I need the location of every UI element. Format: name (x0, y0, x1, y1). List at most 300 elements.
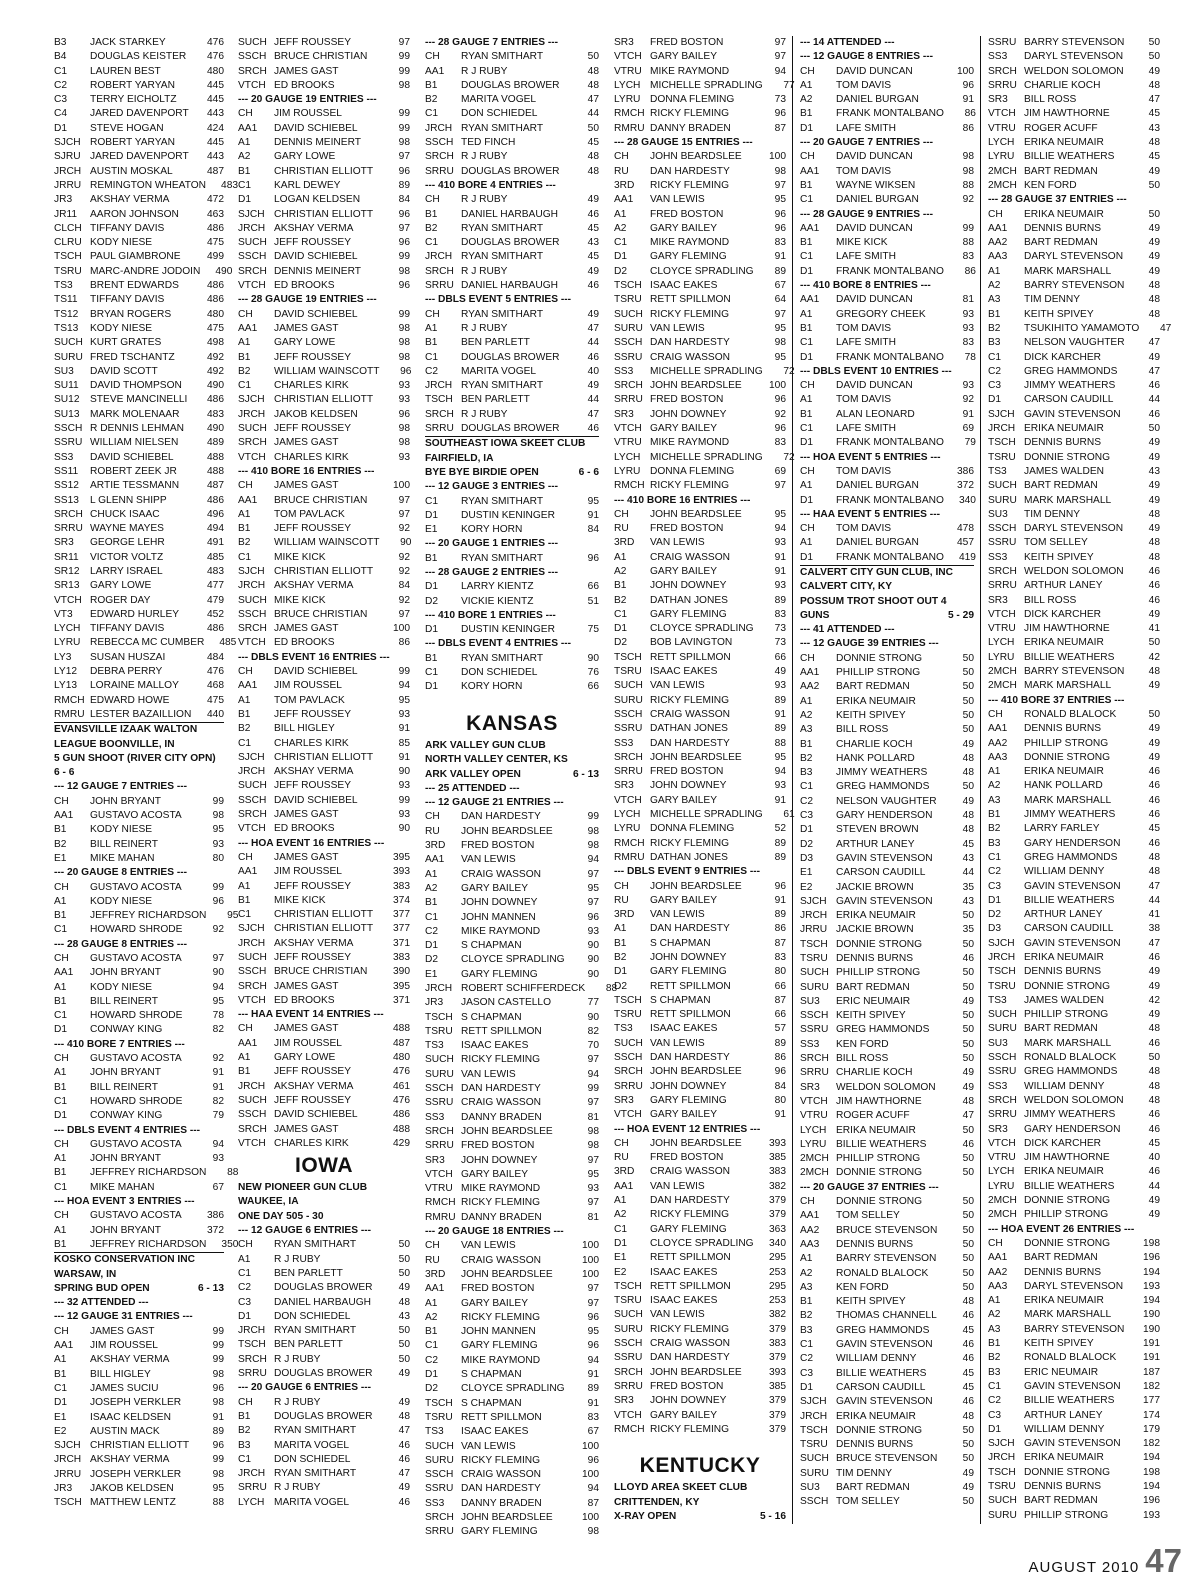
class-code: SJCH (54, 1440, 81, 1452)
score: 91 (774, 1109, 786, 1121)
section-heading (425, 179, 599, 193)
score-row (800, 1338, 974, 1352)
heading-text: --- DBLS EVENT 4 ENTRIES --- (54, 1124, 201, 1136)
class-code: TSRU (988, 1480, 1016, 1492)
score: 496 (207, 508, 224, 520)
class-code: RMCH (614, 837, 645, 849)
class-code: JRRU (800, 924, 828, 936)
class-code: D1 (54, 1024, 68, 1036)
class-code: 2MCH (988, 179, 1017, 191)
score: 486 (393, 1109, 410, 1121)
shooter-name: CRAIG WASSON (650, 1338, 730, 1350)
class-code: D3 (800, 852, 814, 864)
class-code: E1 (54, 1411, 67, 1423)
score: 472 (207, 194, 224, 206)
heading-text: SPRING BUD OPEN (54, 1282, 150, 1294)
shooter-name: CRAIG WASSON (461, 1469, 541, 1481)
score: 91 (212, 1067, 224, 1079)
score: 383 (393, 880, 410, 892)
score: 98 (212, 810, 224, 822)
class-code: TS3 (425, 1040, 444, 1052)
score-row (238, 279, 410, 293)
shooter-name: AKSHAY VERMA (90, 194, 170, 206)
shooter-name: RETT SPILLMON (650, 651, 731, 663)
score: 90 (587, 954, 599, 966)
shooter-name: BEN PARLETT (461, 337, 530, 349)
shooter-name: GARY LOWE (274, 151, 336, 163)
class-code: SJCH (238, 751, 265, 763)
score-row (614, 393, 786, 407)
shooter-name: GAVIN STEVENSON (836, 895, 933, 907)
class-code: 2MCH (800, 1167, 829, 1179)
shooter-name: KEITH SPIVEY (1024, 551, 1094, 563)
score-row (238, 636, 410, 650)
score-row (614, 779, 786, 793)
score-row (238, 365, 410, 379)
shooter-name: RYAN SMITHART (461, 251, 544, 263)
score: 94 (212, 981, 224, 993)
class-code: VTCH (988, 108, 1016, 120)
shooter-name: DARYL STEVENSON (1024, 51, 1124, 63)
class-code: TSCH (614, 280, 642, 292)
class-code: SRCH (614, 1366, 643, 1378)
shooter-name: JIM ROUSSEL (274, 1037, 342, 1049)
score: 43 (962, 895, 974, 907)
class-code: RMCH (614, 108, 645, 120)
class-code: B1 (425, 897, 438, 909)
score-row (238, 1367, 410, 1381)
shooter-name: ED BROOKS (274, 823, 335, 835)
score-row (54, 1095, 224, 1109)
class-code: VTCH (238, 994, 266, 1006)
score: 486 (207, 494, 224, 506)
class-code: C1 (800, 423, 814, 435)
shooter-name: ERIKA NEUMAIR (1024, 423, 1104, 435)
score: 96 (398, 237, 410, 249)
class-code: LYCH (800, 1124, 827, 1136)
score-row (238, 208, 410, 222)
score: 48 (962, 1296, 974, 1308)
class-code: SSRU (614, 1352, 643, 1364)
shooter-name: FRANK MONTALBANO (836, 265, 944, 277)
shooter-name: DANIEL HARBAUGH (274, 1296, 371, 1308)
class-code: SUCH (238, 423, 267, 435)
score: 49 (962, 1481, 974, 1493)
class-code: D1 (800, 551, 814, 563)
score-row (425, 208, 599, 222)
score: 93 (774, 680, 786, 692)
score: 48 (962, 1095, 974, 1107)
score-row (988, 865, 1160, 879)
shooter-name: JAMES GAST (274, 1023, 339, 1035)
class-code: C3 (800, 1367, 814, 1379)
shooter-name: DANIEL BURGAN (836, 537, 919, 549)
score-row (614, 1251, 786, 1265)
score: 66 (774, 651, 786, 663)
section-heading (54, 1282, 224, 1296)
score: 50 (962, 652, 974, 664)
shooter-name: CRAIG WASSON (650, 551, 730, 563)
shooter-name: DATHAN JONES (650, 851, 728, 863)
section-heading (238, 1381, 410, 1395)
class-code: TSRU (425, 1025, 453, 1037)
class-code: SRRU (988, 1109, 1017, 1121)
class-code: SS11 (54, 465, 79, 477)
shooter-name: GUSTAVO ACOSTA (90, 1210, 182, 1222)
shooter-name: JOHN DOWNEY (650, 780, 727, 792)
class-code: SUCH (238, 594, 267, 606)
score: 194 (1143, 1452, 1160, 1464)
score-row (54, 1339, 224, 1353)
shooter-name: WILLIAM WAINSCOTT (274, 537, 380, 549)
shooter-name: PAUL GIAMBRONE (90, 251, 181, 263)
class-code: SRCH (425, 151, 454, 163)
score: 99 (212, 1354, 224, 1366)
score-row (988, 1366, 1160, 1380)
section-heading (800, 566, 974, 580)
score-row (800, 1367, 974, 1381)
class-code: SURU (988, 1023, 1017, 1035)
shooter-name: ERIKA NEUMAIR (1024, 1452, 1104, 1464)
score: 49 (398, 1482, 410, 1494)
score: 383 (769, 1166, 786, 1178)
shooter-name: BILL ROSS (1024, 94, 1077, 106)
section-heading (54, 1268, 224, 1282)
section-heading (800, 1181, 974, 1195)
class-code: SS3 (614, 737, 634, 749)
score-row (988, 737, 1160, 751)
score-row (425, 279, 599, 293)
shooter-name: BILL HIGLEY (90, 1368, 151, 1380)
score: 46 (398, 1439, 410, 1451)
class-code: SRRU (614, 1380, 643, 1392)
shooter-name: JOHN DOWNEY (650, 408, 727, 420)
score-row (614, 551, 786, 565)
score: 49 (398, 1396, 410, 1408)
shooter-name: ED BROOKS (274, 79, 335, 91)
class-code: C3 (988, 880, 1002, 892)
class-code: SRCH (238, 1123, 267, 1135)
class-code: TS3 (614, 1023, 633, 1035)
score: 93 (587, 925, 599, 937)
score: 91 (587, 1397, 599, 1409)
score: 96 (774, 394, 786, 406)
heading-text: --- 12 GAUGE 31 ENTRIES --- (54, 1311, 193, 1323)
score-row (614, 1022, 786, 1036)
score-row (54, 1138, 224, 1152)
class-code: A1 (54, 1153, 67, 1165)
shooter-name: JOHN BEARDSLEE (461, 1125, 553, 1137)
class-code: SJCH (238, 208, 265, 220)
score-row (988, 422, 1160, 436)
score-row (54, 895, 224, 909)
score: 253 (769, 1295, 786, 1307)
score: 100 (957, 65, 974, 77)
shooter-name: JEFF ROUSSEY (274, 423, 351, 435)
shooter-name: JOHN BEARDSLEE (650, 380, 742, 392)
score: 49 (1148, 980, 1160, 992)
score: 50 (962, 1124, 974, 1136)
class-code: D1 (238, 1310, 252, 1322)
score-row (614, 436, 786, 450)
score: 97 (587, 1054, 599, 1066)
score: 50 (962, 724, 974, 736)
score: 198 (1143, 1466, 1160, 1478)
score-row (425, 122, 599, 136)
class-code: CH (238, 666, 253, 678)
shooter-name: S CHAPMAN (650, 937, 711, 949)
shooter-name: MARK MARSHALL (1024, 680, 1112, 692)
score: 46 (962, 1310, 974, 1322)
score: 91 (398, 751, 410, 763)
score-row (800, 422, 974, 436)
class-code: TSRU (800, 1439, 828, 1451)
score-row (614, 665, 786, 679)
shooter-name: JOHN BEARDSLEE (650, 1137, 742, 1149)
class-code: CH (614, 880, 629, 892)
shooter-name: DARYL STEVENSON (1024, 523, 1124, 535)
score: 100 (393, 623, 410, 635)
shooter-name: GARY BAILEY (650, 565, 718, 577)
score: 80 (774, 966, 786, 978)
score: 48 (1148, 1080, 1160, 1092)
score: 486 (207, 394, 224, 406)
class-code: TS3 (988, 465, 1007, 477)
score-row (54, 322, 224, 336)
heading-text: --- 20 GAUGE 7 ENTRIES --- (800, 137, 934, 149)
score: 92 (962, 394, 974, 406)
score-row (800, 1124, 974, 1138)
shooter-name: DANIEL BURGAN (836, 194, 919, 206)
score-row (425, 896, 599, 910)
score-row (54, 795, 224, 809)
class-code: C1 (425, 351, 439, 363)
shooter-name: DEBRA PERRY (90, 666, 163, 678)
class-code: C1 (54, 1095, 68, 1107)
score-row (988, 937, 1160, 951)
shooter-name: WILLIAM DENNY (1024, 1080, 1105, 1092)
class-code: CH (54, 1053, 69, 1065)
score: 82 (587, 1025, 599, 1037)
shooter-name: REBECCA MC CUMBER (90, 637, 205, 649)
score-row (238, 250, 410, 264)
score: 95 (774, 322, 786, 334)
class-code: CH (988, 708, 1003, 720)
score-row (800, 838, 974, 852)
shooter-name: CHRISTIAN ELLIOTT (274, 165, 374, 177)
score-row (425, 150, 599, 164)
score-row (425, 1325, 599, 1339)
shooter-name: JAMES GAST (90, 1325, 155, 1337)
class-code: B1 (425, 1326, 438, 1338)
state-heading: IOWA (295, 1154, 353, 1177)
class-code: LYCH (988, 1166, 1015, 1178)
score-row (425, 1082, 599, 1096)
class-code: JRCH (238, 937, 266, 949)
shooter-name: JEFF ROUSSEY (274, 523, 351, 535)
class-code: AA2 (988, 237, 1008, 249)
score: 92 (212, 1053, 224, 1065)
shooter-name: KODY NIESE (90, 237, 153, 249)
event-date: 6 - 6 (578, 466, 599, 478)
score: 48 (1148, 79, 1160, 91)
shooter-name: MARK MARSHALL (1024, 494, 1112, 506)
class-code: CH (238, 1396, 253, 1408)
score: 487 (207, 165, 224, 177)
score-row (425, 1182, 599, 1196)
score-row (614, 965, 786, 979)
class-code: SU3 (800, 995, 820, 1007)
shooter-name: RICKY FLEMING (650, 480, 730, 492)
score-row (614, 1108, 786, 1122)
score-row (54, 981, 224, 995)
shooter-name: GARY FLEMING (461, 1526, 538, 1538)
score-row (988, 794, 1160, 808)
heading-text: --- 410 BORE 1 ENTRIES --- (425, 609, 556, 621)
score: 93 (962, 308, 974, 320)
shooter-name: GUSTAVO ACOSTA (90, 810, 182, 822)
shooter-name: GUSTAVO ACOSTA (90, 1053, 182, 1065)
class-code: SJCH (800, 1396, 827, 1408)
class-code: C1 (238, 380, 252, 392)
score-row (425, 1397, 599, 1411)
score: 49 (587, 194, 599, 206)
score-row (238, 551, 410, 565)
score: 91 (212, 1081, 224, 1093)
shooter-name: MIKE RAYMOND (461, 1183, 541, 1195)
class-code: CH (800, 465, 815, 477)
section-heading (988, 1223, 1160, 1237)
class-code: D1 (614, 251, 628, 263)
heading-text: FAIRFIELD, IA (425, 452, 494, 464)
shooter-name: RYAN SMITHART (461, 552, 544, 564)
score-row (238, 65, 410, 79)
class-code: A1 (238, 337, 251, 349)
score-row (54, 522, 224, 536)
score-row (238, 222, 410, 236)
score: 94 (212, 1138, 224, 1150)
score: 190 (1143, 1309, 1160, 1321)
class-code: AA3 (988, 1280, 1008, 1292)
class-code: SUCH (800, 967, 829, 979)
score: 91 (774, 551, 786, 563)
class-code: CH (425, 51, 440, 63)
shooter-name: DAVID SCOTT (90, 365, 158, 377)
score-row (988, 465, 1160, 479)
shooter-name: ERIKA NEUMAIR (1024, 952, 1104, 963)
shooter-name: CHRISTIAN ELLIOTT (274, 565, 374, 577)
score-row (988, 1380, 1160, 1394)
score: 94 (774, 766, 786, 778)
shooter-name: GARY BAILEY (461, 1297, 529, 1309)
class-code: SS3 (988, 51, 1008, 63)
shooter-name: DUSTIN KENINGER (461, 624, 555, 636)
score: 98 (587, 840, 599, 852)
shooter-name: WELDON SOLOMON (1024, 565, 1124, 577)
heading-text: LEAGUE BOONVILLE, IN (54, 738, 175, 750)
class-code: SS3 (425, 1111, 445, 1123)
shooter-name: DARYL STEVENSON (1024, 1280, 1124, 1292)
class-code: E1 (54, 852, 67, 864)
score: 379 (769, 1352, 786, 1364)
shooter-name: BARRY STEVENSON (1024, 280, 1125, 292)
score-row (425, 925, 599, 939)
class-code: LYCH (238, 1496, 265, 1508)
shooter-name: CHRISTIAN ELLIOTT (274, 909, 374, 921)
score-row (425, 1268, 599, 1282)
heading-text: LLOYD AREA SKEET CLUB (614, 1482, 748, 1494)
shooter-name: DOUGLAS BROWER (274, 1410, 373, 1422)
class-code: RMRU (425, 1211, 456, 1223)
score-row (54, 694, 224, 708)
score-row (425, 379, 599, 393)
score-row (988, 365, 1160, 379)
class-code: 3RD (425, 840, 446, 852)
heading-text: --- 28 GAUGE 2 ENTRIES --- (425, 566, 559, 578)
section-heading (425, 609, 599, 623)
score: 476 (207, 51, 224, 63)
heading-text: ONE DAY 505 - 30 (238, 1210, 324, 1222)
class-code: D1 (800, 824, 814, 836)
shooter-name: MIKE RAYMOND (650, 237, 730, 249)
heading-text: --- 28 GAUGE 15 ENTRIES --- (614, 137, 753, 149)
score: 40 (1148, 1152, 1160, 1164)
class-code: D3 (988, 923, 1002, 935)
score-row (54, 465, 224, 479)
score-row (54, 1368, 224, 1382)
class-code: D1 (800, 265, 814, 277)
class-code: B1 (54, 1238, 67, 1250)
score: 371 (393, 994, 410, 1006)
class-code: JRCH (988, 952, 1016, 963)
score-row (54, 494, 224, 508)
shooter-name: DUSTIN KENINGER (461, 509, 555, 521)
shooter-name: GAVIN STEVENSON (836, 852, 933, 864)
class-code: JRCH (238, 1468, 266, 1480)
score-row (238, 79, 410, 93)
class-code: B1 (425, 337, 438, 349)
heading-text: CALVERT CITY GUN CLUB, INC (800, 566, 954, 578)
score-row (54, 1439, 224, 1453)
score: 95 (587, 1326, 599, 1338)
score-row (54, 651, 224, 665)
score-row (614, 1337, 786, 1351)
score: 43 (1148, 122, 1160, 134)
shooter-name: KORY HORN (461, 524, 523, 536)
class-code: AA1 (238, 322, 258, 334)
shooter-name: DONNA FLEMING (650, 94, 735, 106)
class-code: AA1 (238, 680, 258, 692)
class-code: VTCH (800, 1095, 828, 1107)
shooter-name: R J RUBY (274, 1482, 321, 1494)
class-code: SU3 (54, 365, 74, 377)
score-row (988, 679, 1160, 693)
score: 91 (774, 708, 786, 720)
score: 95 (212, 1482, 224, 1494)
score: 47 (1148, 937, 1160, 949)
score-row (54, 1052, 224, 1066)
shooter-name: FRED BOSTON (461, 840, 535, 852)
score: 86 (774, 923, 786, 935)
shooter-name: JAMES GAST (274, 809, 339, 821)
section-heading (54, 1038, 224, 1052)
score: 99 (212, 1340, 224, 1352)
shooter-name: PHILLIP STRONG (1024, 1009, 1109, 1021)
score: 96 (587, 1340, 599, 1352)
score: 50 (1148, 708, 1160, 720)
score: 96 (398, 165, 410, 177)
score-row (425, 1297, 599, 1311)
